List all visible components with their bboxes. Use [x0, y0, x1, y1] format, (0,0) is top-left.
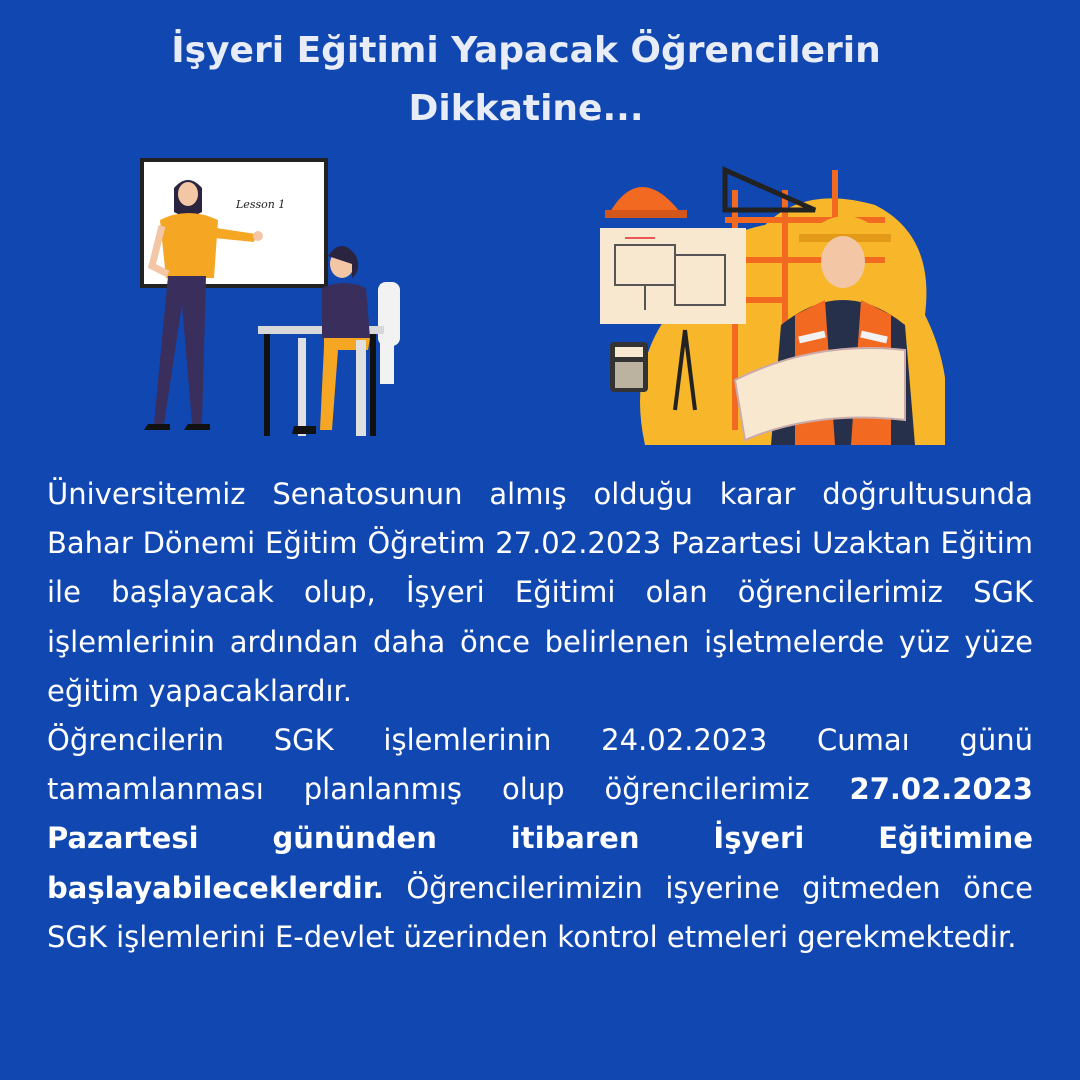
announcement-body [47, 470, 1033, 962]
paragraph-2-outro: Öğrencilerimizin işyerine gitmeden önce SGK işlemlerini E-devlet üzerinden kontrol etmeleri gerekmektedir. [47, 870, 1033, 954]
calculator-icon [610, 342, 648, 392]
construction-engineer-illustration [585, 150, 945, 445]
title-line-1: İşyeri Eğitimi Yapacak Öğrencilerin [171, 30, 881, 71]
blueprint [600, 228, 746, 324]
hardhat-icon [610, 187, 680, 212]
paragraph-2-highlight: 27.02.2023 Pazartesi gününden itibaren İşyeri Eğitimine başlayabileceklerdir. [47, 772, 1033, 905]
classroom-lesson-illustration [130, 150, 420, 445]
paragraph-2-intro: Öğrencilerin SGK işlemlerinin 24.02.2023 Cumaı günü tamamlanması planlanmış olup öğrencilerimiz [47, 723, 1033, 807]
paragraph-1: Üniversitemiz Senatosunun almış olduğu karar doğrultusunda Bahar Dönemi Eğitim Öğretim 27.02.2023 Pazartesi Uzaktan Eğitim ile başlayacak olup, İşyeri Eğitimi olan öğrencilerimiz SGK işlemlerinin ardından daha önce belirlenen işletmelerde yüz yüze eğitim yapacaklardır. [47, 477, 1033, 708]
paragraph-2 [47, 716, 1033, 962]
page-title [0, 22, 1052, 138]
board-text: Lesson 1 [236, 198, 286, 211]
set-square-icon [725, 170, 815, 210]
title-line-2: Dikkatine... [408, 88, 644, 129]
